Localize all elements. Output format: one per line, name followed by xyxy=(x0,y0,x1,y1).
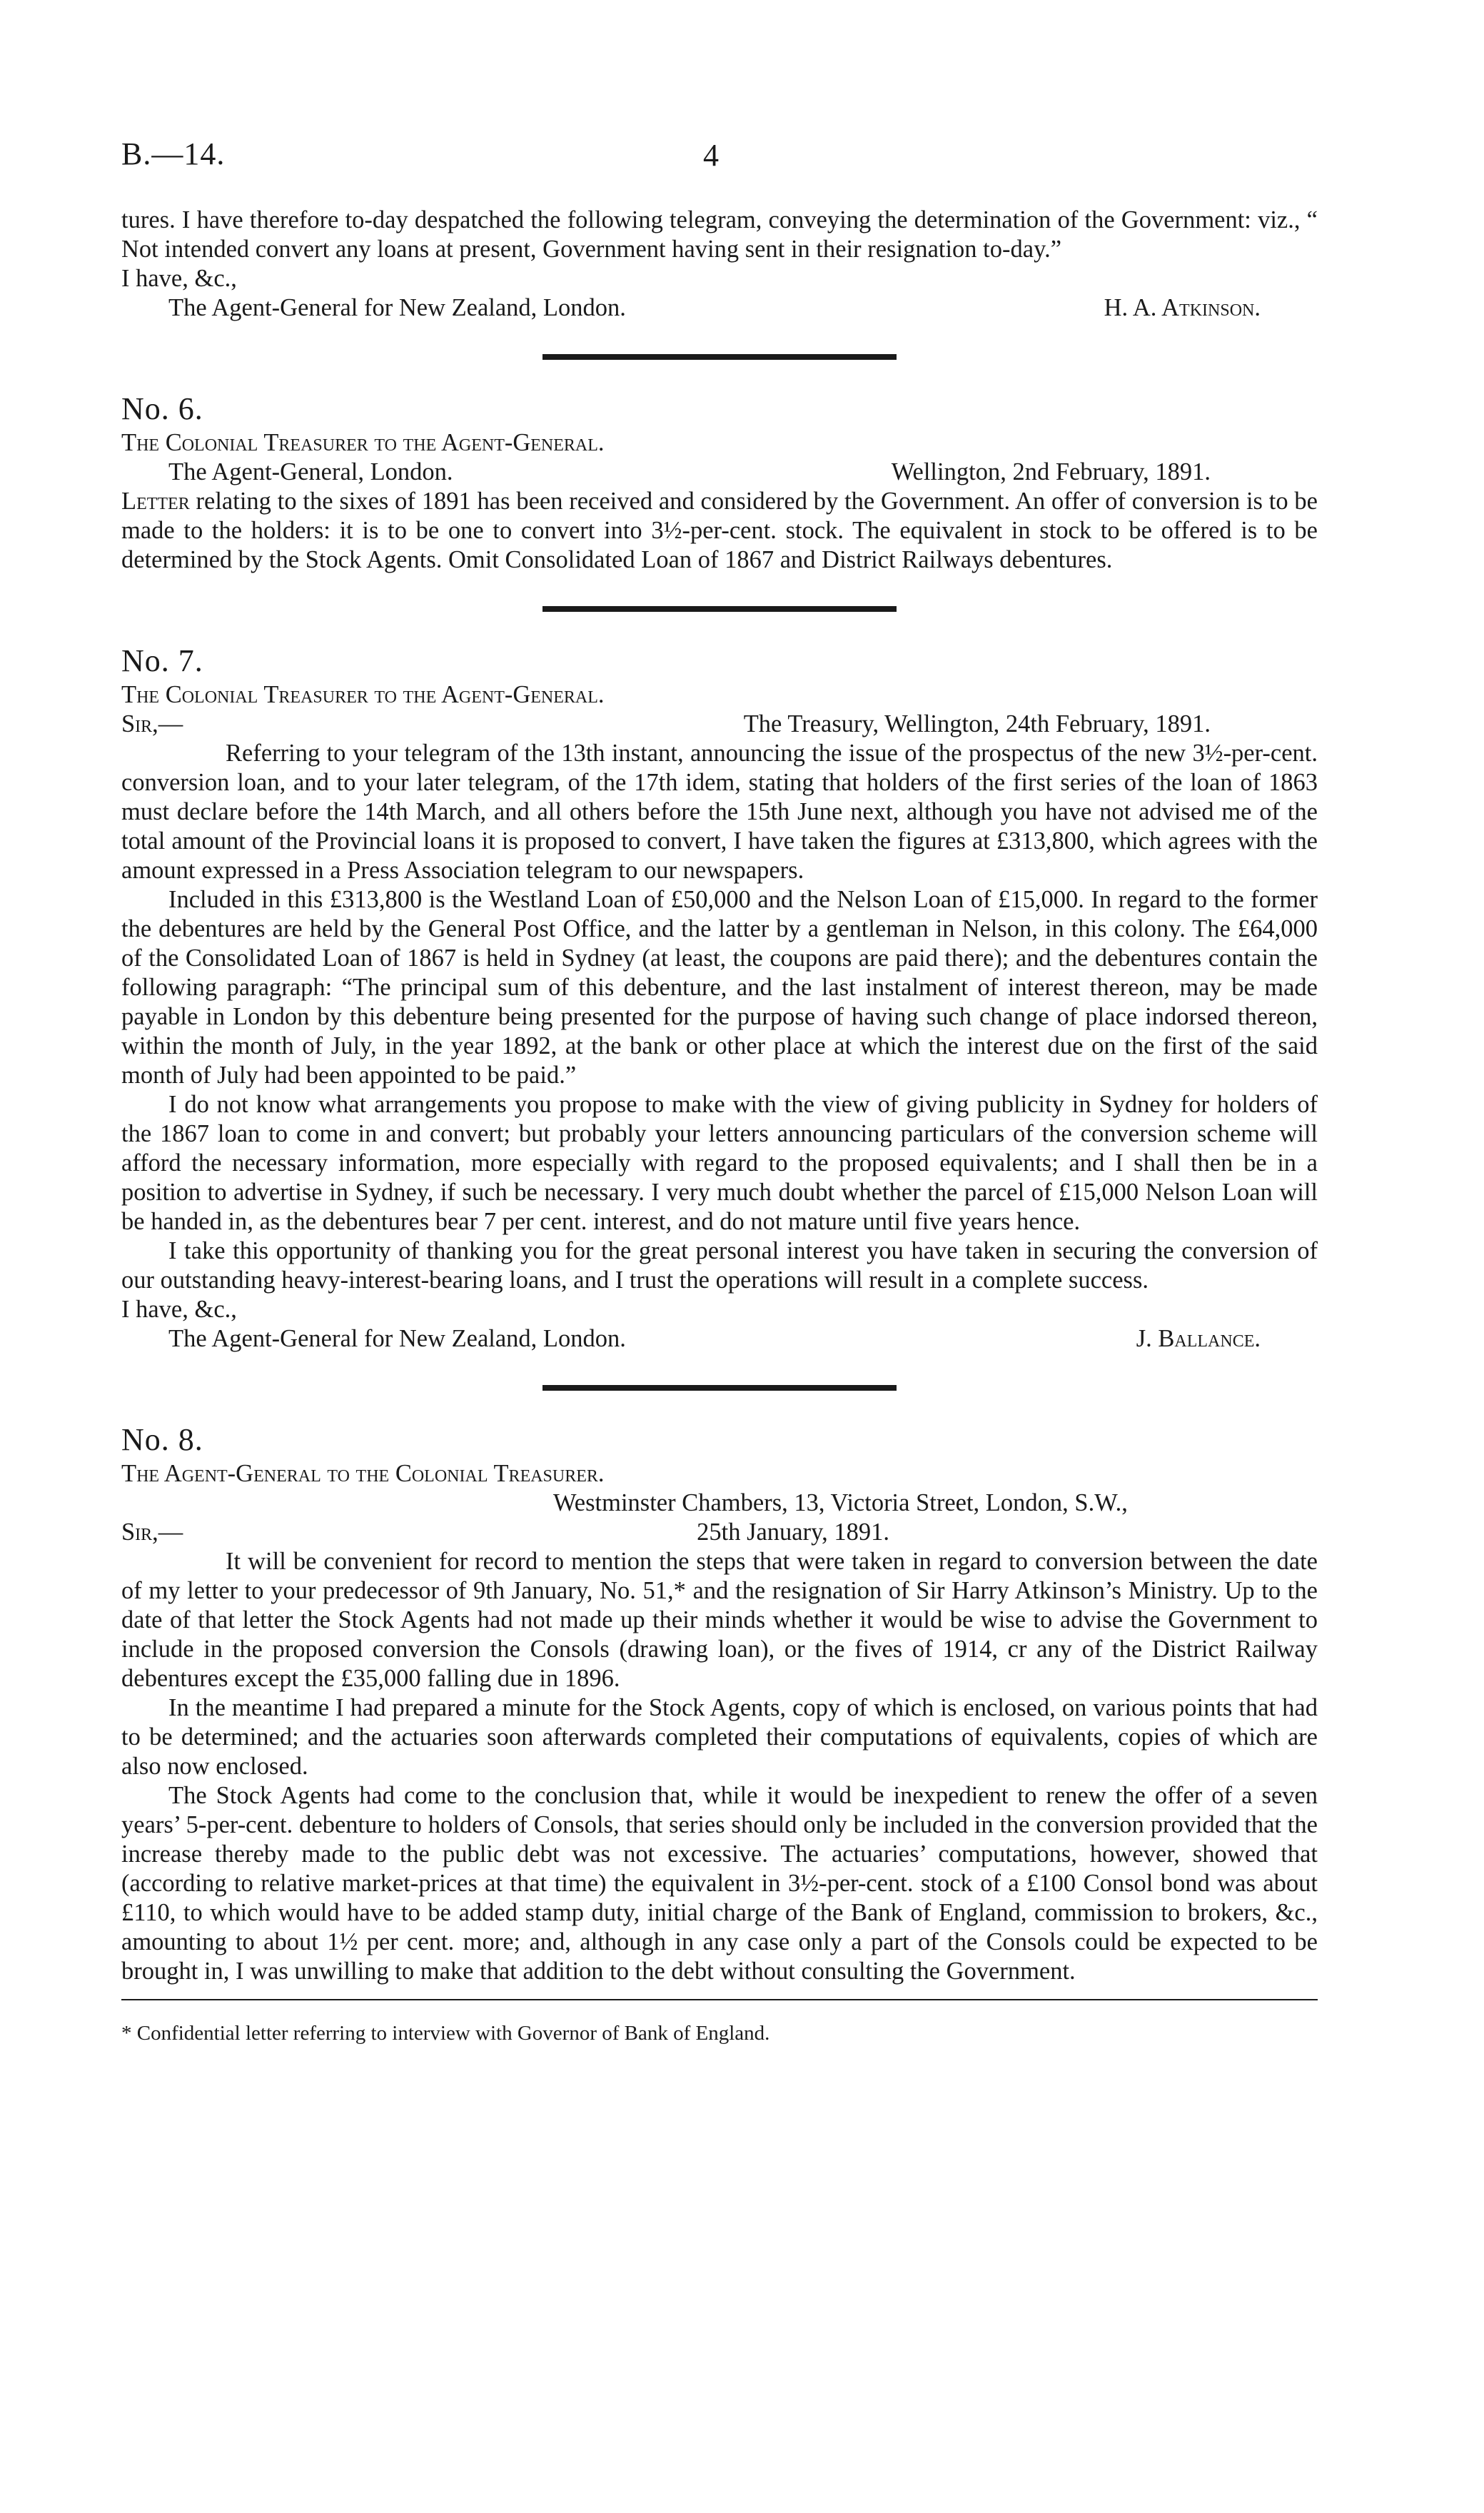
page-number: 4 xyxy=(703,138,719,173)
intro-closing: I have, &c., xyxy=(121,265,237,292)
letter-no7 xyxy=(121,642,1318,1354)
letter-no6-number: No. 6. xyxy=(121,391,203,426)
letter-no7-paragraph: Referring to your telegram of the 13th instant, announcing the issue of the prospectus of the new 3½-per-cent. conversion loan, and to your later telegram, of the 17th idem, stating that holders of the first series of the loan of 1863 must declare before the 14th March, and all others before the 15th June next, although you have not advised me of the total amount of the Provincial loans it is proposed to convert, I have taken the figures at £313,800, which agrees with the amount expressed in a Press Association telegram to our newspapers. xyxy=(121,740,1318,884)
letter-no6-body-text: relating to the sixes of 1891 has been received and considered by the Government. An offer of conversion is to be made to the holders: it is to be one to convert into 3½-per-cent. stock. The equivalent in stock to be offered is to be determined by the Stock Agents. Omit Consolidated Loan of 1867 and District Railways debentures. xyxy=(121,488,1318,573)
intro-section xyxy=(121,206,1318,323)
letter-no7-paragraph: I take this opportunity of thanking you for the great personal interest you have taken in securing the conversion of our outstanding heavy-interest-bearing loans, and I trust the operations will result in a complete success. xyxy=(121,1237,1318,1294)
letter-no6-body xyxy=(121,487,1318,575)
intro-signature-row xyxy=(121,293,1318,323)
letter-no8-paragraph: In the meantime I had prepared a minute for the Stock Agents, copy of which is enclosed, on various points that had to be determined; and the actuaries soon afterwards completed their computations of equivalents, copies of which are also now enclosed. xyxy=(121,1694,1318,1780)
document-reference: B.—14. xyxy=(121,136,226,171)
section-divider xyxy=(542,1385,897,1391)
letter-no8-date: 25th January, 1891. xyxy=(697,1519,889,1546)
section-divider xyxy=(542,354,897,360)
letter-no7-number: No. 7. xyxy=(121,643,203,678)
letter-no6-title: The Colonial Treasurer to the Agent-General. xyxy=(121,429,605,456)
intro-addressee: The Agent-General for New Zealand, London. xyxy=(168,294,626,321)
letter-no7-signer: J. Ballance. xyxy=(1136,1325,1261,1352)
footnote-divider xyxy=(121,1999,1318,2000)
letter-no6-header-row xyxy=(121,458,1318,487)
intro-signer: H. A. Atkinson. xyxy=(1104,294,1261,321)
letter-no8-salutation: Sir,— xyxy=(121,1519,183,1546)
letter-no6-addressee: The Agent-General, London. xyxy=(168,458,453,485)
letter-no7-paragraph: I do not know what arrangements you propose to make with the view of giving publicity in Sydney for holders of the 1867 loan to come in and convert; but probably your letters announcing particulars of the conversion scheme will afford the necessary information, more especially with regard to the proposed equivalents; and I shall then be in a position to advertise in Sydney, if such be necessary. I very much doubt whether the parcel of £15,000 Nelson Loan will be handed in, as the debentures bear 7 per cent. interest, and do not mature until five years hence. xyxy=(121,1091,1318,1235)
letter-no8-title: The Agent-General to the Colonial Treasurer. xyxy=(121,1460,605,1487)
letter-no7-header-row xyxy=(121,710,1318,739)
page-content xyxy=(121,206,1318,2046)
letter-no7-signature-row xyxy=(121,1324,1318,1354)
letter-no6-lead-word: Letter xyxy=(121,488,190,515)
letter-no8-header-row xyxy=(121,1518,1318,1547)
letter-no8 xyxy=(121,1421,1318,1986)
letter-no6 xyxy=(121,390,1318,575)
letter-no7-addressee: The Agent-General for New Zealand, London. xyxy=(168,1325,626,1352)
footnote: * Confidential letter referring to interview with Governor of Bank of England. xyxy=(121,2022,770,2045)
letter-no6-place-date: Wellington, 2nd February, 1891. xyxy=(891,458,1211,485)
letter-no8-paragraph: The Stock Agents had come to the conclusion that, while it would be inexpedient to renew the offer of a seven years’ 5-per-cent. debenture to holders of Consols, that series should only be included in the conversion provided that the increase thereby made to the public debt was not excessive. The actuaries’ computations, however, showed that (according to relative market-prices at that time) the equivalent in 3½-per-cent. stock of a £100 Consol bond was about £110, to which would have to be added stamp duty, initial charge of the Bank of England, commission to brokers, &c., amounting to about 1½ per cent. more; and, although in any case only a part of the Consols could be expected to be brought in, I was unwilling to make that addition to the debt without consulting the Government. xyxy=(121,1782,1318,1985)
intro-paragraph: tures. I have therefore to-day despatched the following telegram, conveying the determination of the Government: viz., “ Not intended convert any loans at present, Government having sent in their resignation to-day.” xyxy=(121,206,1318,263)
letter-no7-place-date: The Treasury, Wellington, 24th February, 1891. xyxy=(743,710,1211,737)
section-divider xyxy=(542,606,897,612)
letter-no7-paragraph: Included in this £313,800 is the Westland Loan of £50,000 and the Nelson Loan of £15,000. In regard to the former the debentures are held by the General Post Office, and the latter by a gentleman in Nelson, in this colony. The £64,000 of the Consolidated Loan of 1867 is held in Sydney (at least, the coupons are paid there); and the debentures contain the following paragraph: “The principal sum of this debenture, and the last instalment of interest thereon, may be made payable in London by this debenture being presented for the purpose of having such change of place indorsed thereon, within the month of July, in the year 1892, at the bank or other place at which the interest due on the first of the said month of July had been appointed to be paid.” xyxy=(121,886,1318,1089)
letter-no8-paragraph: It will be convenient for record to mention the steps that were taken in regard to conversion between the date of my letter to your predecessor of 9th January, No. 51,* and the resignation of Sir Harry Atkinson’s Ministry. Up to the date of that letter the Stock Agents had not made up their minds whether it would be wise to advise the Government to include in the proposed conversion the Consols (drawing loan), or the fives of 1914, cr any of the District Railway debentures except the £35,000 falling due in 1896. xyxy=(121,1548,1318,1692)
letter-no8-number: No. 8. xyxy=(121,1422,203,1457)
letter-no8-address: Westminster Chambers, 13, Victoria Street, London, S.W., xyxy=(553,1489,1128,1516)
letter-no7-closing: I have, &c., xyxy=(121,1296,237,1323)
letter-no7-salutation: Sir,— xyxy=(121,710,183,737)
letter-no7-title: The Colonial Treasurer to the Agent-General. xyxy=(121,681,605,708)
